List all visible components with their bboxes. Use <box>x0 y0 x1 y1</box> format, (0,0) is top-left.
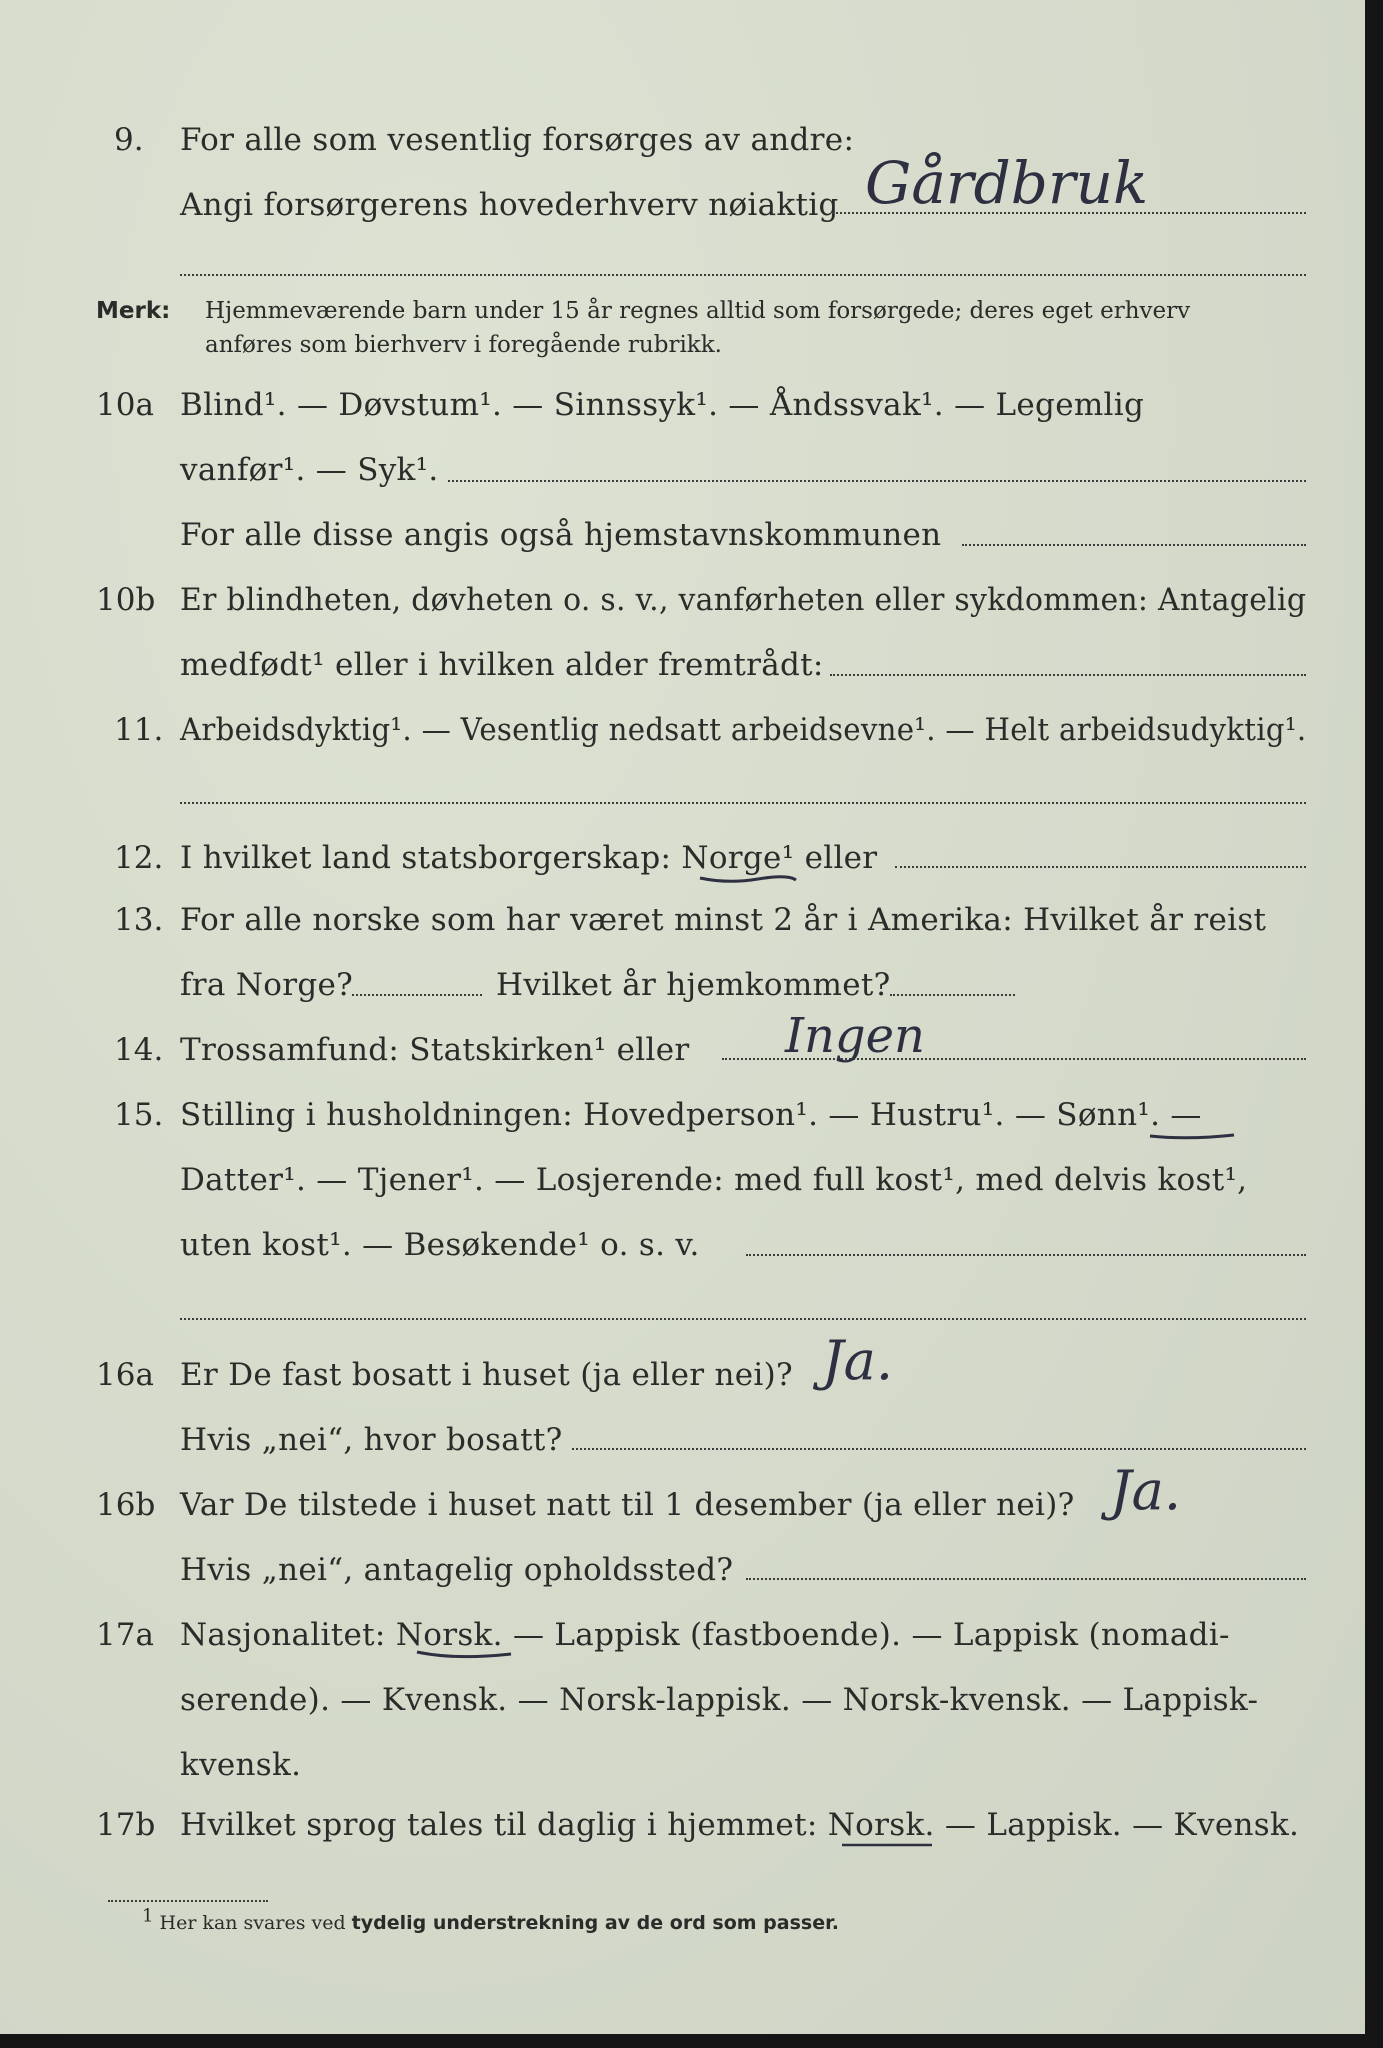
q10a-number: 10a <box>96 387 154 423</box>
q10a-line2-blank <box>448 480 1306 482</box>
footnote <box>142 1905 839 1936</box>
q10a-line3: For alle disse angis også hjemstavnskommunen <box>180 517 942 553</box>
q17a-norsk: Norsk. <box>395 1617 503 1653</box>
q17b-line1 <box>180 1805 1299 1845</box>
footnote-text-b: tydelig understrekning av de ord som passer. <box>351 1912 839 1934</box>
merk-label: Merk: <box>96 298 171 324</box>
q15-line3: uten kost¹. — Besøkende¹ o. s. v. <box>180 1227 700 1263</box>
q10b-line2: medfødt¹ eller i hvilken alder fremtrådt: <box>180 647 824 683</box>
q16a-handwritten-answer: Ja. <box>822 1329 894 1392</box>
q12-text-a: I hvilket land statsborgerskap: <box>180 840 672 876</box>
q11-blank <box>180 802 1306 804</box>
q17b-norsk-underline <box>840 1840 936 1850</box>
q16a-blank <box>572 1448 1306 1450</box>
q13-line2b: Hvilket år hjemkommet? <box>496 967 891 1003</box>
merk-line1: Hjemmeværende barn under 15 år regnes alltid som forsørgede; deres eget erhverv <box>205 298 1191 324</box>
q10b-line1: Er blindheten, døvheten o. s. v., vanførheten eller sykdommen: Antagelig <box>180 582 1307 618</box>
q15-line1 <box>180 1095 1202 1135</box>
q9-handwritten-answer: Gårdbruk <box>865 149 1149 217</box>
q13-line2a: fra Norge? <box>180 967 354 1003</box>
q16a-line2: Hvis „nei“, hvor bosatt? <box>180 1422 563 1458</box>
q15-number: 15. <box>114 1097 164 1133</box>
q17a-line1 <box>180 1615 1230 1655</box>
q10a-line2: vanfør¹. — Syk¹. <box>180 452 439 488</box>
q15-blank <box>746 1254 1306 1256</box>
q17a-line3: kvensk. <box>180 1747 302 1783</box>
q17b-text-c: — Lappisk. — Kvensk. <box>944 1807 1300 1843</box>
merk-line2: anføres som bierhverv i foregående rubrikk. <box>205 332 722 358</box>
q15-line2: Datter¹. — Tjener¹. — Losjerende: med full kost¹, med delvis kost¹, <box>180 1162 1248 1198</box>
footnote-text-a: Her kan svares ved <box>159 1912 346 1934</box>
q16a-number: 16a <box>96 1357 154 1393</box>
q17a-text-c: — Lappisk (fastboende). — Lappisk (nomadi- <box>512 1617 1230 1653</box>
footnote-mark: 1 <box>142 1905 154 1927</box>
q9-number: 9. <box>114 122 144 158</box>
q15-sonn: Sønn¹ <box>1056 1097 1151 1133</box>
q17a-text-a: Nasjonalitet: <box>180 1617 386 1653</box>
q10b-blank <box>830 674 1306 676</box>
q12-text-c: eller <box>804 840 878 876</box>
q13-blank-a <box>352 994 482 996</box>
q15-text-a: Stilling i husholdningen: Hovedperson¹. — Hustru¹. — <box>180 1097 1047 1133</box>
q16b-blank <box>746 1578 1306 1580</box>
q12-norge: Norge¹ <box>681 840 795 876</box>
footnote-separator <box>108 1900 268 1902</box>
q17b-text-a: Hvilket sprog tales til daglig i hjemmet: <box>180 1807 818 1843</box>
q12-norge-underline <box>698 872 798 886</box>
q16a-line1: Er De fast bosatt i huset (ja eller nei)? <box>180 1357 793 1393</box>
q17b-number: 17b <box>96 1807 156 1843</box>
scan-edge-bottom <box>0 2034 1383 2048</box>
q14-handwritten-answer: Ingen <box>785 1008 925 1064</box>
q12-blank <box>895 866 1306 868</box>
q16b-number: 16b <box>96 1487 156 1523</box>
q15-sonn-underline <box>1148 1130 1238 1142</box>
q9-line1: For alle som vesentlig forsørges av andre: <box>180 122 855 158</box>
scan-edge-right <box>1365 0 1383 2048</box>
q11-line1: Arbeidsdyktig¹. — Vesentlig nedsatt arbeidsevne¹. — Helt arbeidsudyktig¹. <box>180 712 1307 748</box>
q13-blank-b <box>890 994 1015 996</box>
q13-line1: For alle norske som har været minst 2 år i Amerika: Hvilket år reist <box>180 902 1267 938</box>
q16b-handwritten-answer: Ja. <box>1110 1459 1182 1522</box>
q16b-line1: Var De tilstede i huset natt til 1 desember (ja eller nei)? <box>180 1487 1075 1523</box>
q10a-line1: Blind¹. — Døvstum¹. — Sinnssyk¹. — Åndssvak¹. — Legemlig <box>180 387 1145 423</box>
q12-number: 12. <box>114 840 164 876</box>
q15-text-c: . — <box>1150 1097 1202 1133</box>
q14-line1: Trossamfund: Statskirken¹ eller <box>180 1032 690 1068</box>
q9-extra-line <box>180 274 1306 276</box>
q10b-number: 10b <box>96 582 156 618</box>
q17a-norsk-underline <box>415 1648 515 1662</box>
q17a-number: 17a <box>96 1617 154 1653</box>
q9-line2: Angi forsørgerens hovederhverv nøiaktig <box>180 187 839 223</box>
q14-number: 14. <box>114 1032 164 1068</box>
q17a-line2: serende). — Kvensk. — Norsk-lappisk. — Norsk-kvensk. — Lappisk- <box>180 1682 1259 1718</box>
q15-extra-line <box>180 1318 1306 1320</box>
q11-number: 11. <box>114 712 164 748</box>
q13-number: 13. <box>114 902 164 938</box>
q10a-line3-blank <box>962 544 1306 546</box>
q16b-line2: Hvis „nei“, antagelig opholdssted? <box>180 1552 734 1588</box>
q17b-norsk: Norsk. <box>827 1807 935 1843</box>
